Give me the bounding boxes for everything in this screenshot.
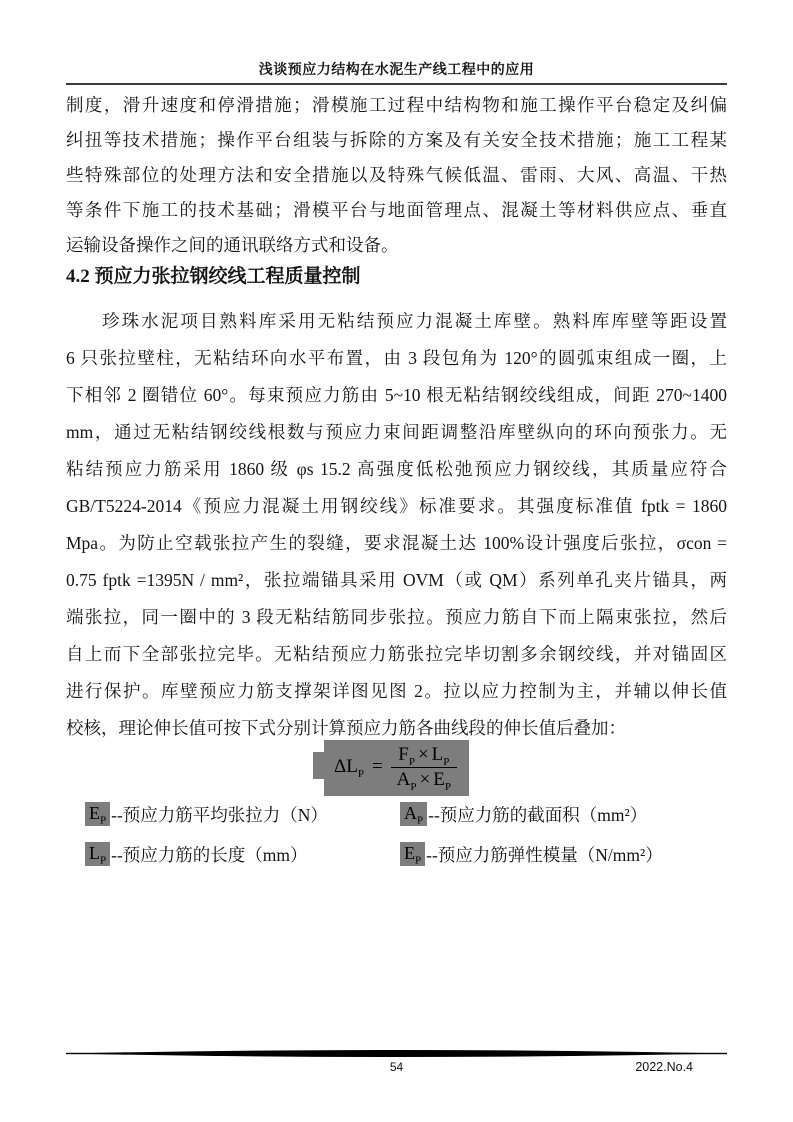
den-term-b: E <box>433 768 445 790</box>
formula-highlight <box>324 740 469 796</box>
paragraph-line: 进行保护。库壁预应力筋支撑架详图见图 2。拉以应力控制为主，并辅以伸长值 <box>66 681 727 701</box>
symbol-letter: E <box>89 803 100 823</box>
symbol-letter: L <box>89 843 100 863</box>
definition-item <box>400 802 727 827</box>
num-term-b-sub: P <box>443 755 450 768</box>
paragraph-line: 纠扭等技术措施；操作平台组装与拆除的方案及有关安全技术措施；施工工程某 <box>66 130 727 150</box>
definition-text: --预应力筋的截面积（mm²） <box>428 804 648 825</box>
fraction <box>391 743 457 792</box>
paragraph-line: 些特殊部位的处理方法和安全措施以及特殊气候低温、雷雨、大风、高温、干热 <box>66 165 727 185</box>
symbol-subscript: P <box>415 854 422 867</box>
num-term-b: L <box>431 744 444 765</box>
symbol-highlight <box>85 842 110 866</box>
paragraph-line: 6 只张拉壁柱，无粘结环向水平布置，由 3 段包角为 120°的圆弧束组成一圈，上 <box>66 348 727 368</box>
symbol-subscript: P <box>100 854 107 867</box>
definitions-row-2 <box>66 839 727 869</box>
paragraph-line: mm，通过无粘结钢绞线根数与预应力束间距调整沿库壁纵向的环向预张力。无 <box>66 422 727 442</box>
definition-item <box>400 842 727 867</box>
paragraph-line: 0.75 fptk =1395N / mm²，张拉端锚具采用 OVM（或 QM）系列单孔夹片锚具，两 <box>66 570 727 590</box>
paragraph-line: 下相邻 2 圈错位 60°。每束预应力筋由 5~10 根无粘结钢绞线组成，间距 270~1400 <box>66 385 727 405</box>
formula-highlight-tab <box>313 752 324 779</box>
paragraph-line: 珍珠水泥项目熟料库采用无粘结预应力混凝土库壁。熟料库库壁等距设置 <box>102 311 727 331</box>
footer-rule <box>66 1049 727 1058</box>
paragraph-1 <box>66 88 727 263</box>
definition-text: --预应力筋平均张拉力（N） <box>111 804 328 825</box>
formula-block <box>66 740 727 796</box>
paragraph-line: GB/T5224-2014《预应力混凝土用钢绞线》标准要求。其强度标准值 fptk = 1860 <box>66 496 727 516</box>
symbol-subscript: P <box>417 814 424 827</box>
den-term-a: A <box>396 768 411 790</box>
section-heading: 4.2 预应力张拉钢绞线工程质量控制 <box>66 266 361 287</box>
equals-sign: = <box>371 756 383 778</box>
paragraph-line: 运输设备操作之间的通讯联络方式和设备。 <box>66 235 399 255</box>
num-term-a-sub: P <box>408 755 415 768</box>
den-term-b-sub: P <box>444 780 451 793</box>
definition-text: --预应力筋的长度（mm） <box>111 844 308 865</box>
definition-text: --预应力筋弹性模量（N/mm²） <box>426 844 663 865</box>
symbol-letter: E <box>404 843 415 863</box>
page-number: 54 <box>389 1060 404 1074</box>
formula-lhs <box>334 756 364 781</box>
paragraph-2 <box>66 303 727 747</box>
paragraph-line: 等条件下施工的技术基础；滑模平台与地面管理点、混凝土等材料供应点、垂直 <box>66 200 727 220</box>
definition-item <box>66 842 400 867</box>
multiply-sign: × <box>419 768 431 790</box>
issue-number: 2022.No.4 <box>635 1060 693 1074</box>
paragraph-line: 自上而下全部张拉完毕。无粘结预应力筋张拉完毕切割多余钢绞线，并对锚固区 <box>66 644 727 664</box>
symbol-highlight <box>400 842 425 866</box>
paragraph-line: Mpa。为防止空载张拉产生的裂缝，要求混凝土达 100%设计强度后张拉，σcon = <box>66 533 727 553</box>
definition-item <box>66 802 400 827</box>
header-rule <box>66 83 727 85</box>
paragraph-line: 粘结预应力筋采用 1860 级 φs 15.2 高强度低松弛预应力钢绞线，其质量应符合 <box>66 459 727 479</box>
symbol-letter: A <box>404 803 417 823</box>
paragraph-line: 制度，滑升速度和停滑措施；滑模施工过程中结构物和施工操作平台稳定及纠偏 <box>66 95 727 115</box>
den-term-a-sub: P <box>410 780 417 793</box>
paragraph-line: 端张拉，同一圈中的 3 段无粘结筋同步张拉。预应力筋自下而上隔束张拉，然后 <box>66 607 727 627</box>
definitions-row-1 <box>66 799 727 829</box>
numerator <box>392 743 455 767</box>
paragraph-line: 校核，理论伸长值可按下式分别计算预应力筋各曲线段的伸长值后叠加： <box>66 718 626 738</box>
delta-l: ΔL <box>334 756 358 778</box>
multiply-sign: × <box>417 744 429 765</box>
num-term-a: F <box>398 744 409 765</box>
lhs-subscript: P <box>357 768 364 781</box>
symbol-highlight <box>85 802 110 826</box>
symbol-subscript: P <box>100 814 107 827</box>
running-header-title: 浅谈预应力结构在水泥生产线工程中的应用 <box>258 63 535 78</box>
symbol-highlight <box>400 802 427 826</box>
denominator <box>391 767 457 792</box>
